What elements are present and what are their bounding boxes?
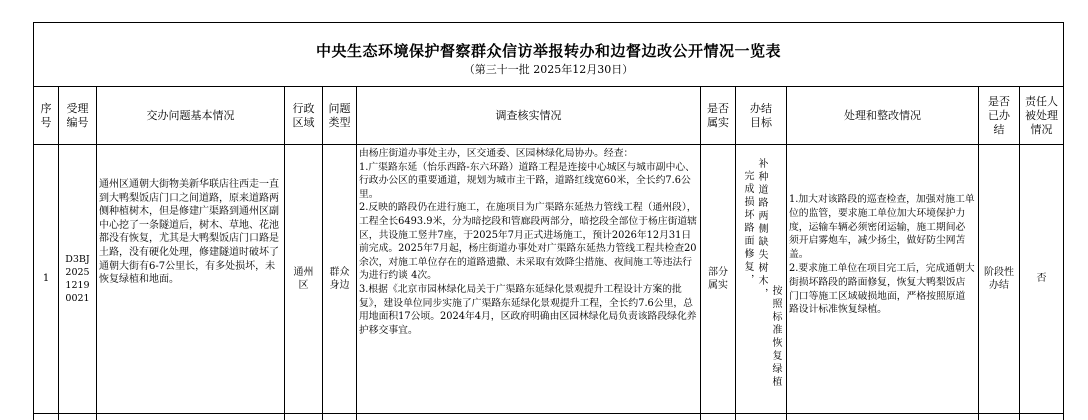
row-completed: 阶段性办结 [984,266,1014,291]
row-investigation: 由杨庄街道办事处主办，区交通委、区园林绿化局协办。经查： 1.广渠路东延（怡乐西路-东六环路）道路工程是连接中心城区与城市副中心、行政办公区的重要通道，规划为城市主干路，道路红线宽60米，全长约7.6公里。 2.反映的路段仍在进行施工，在施项目为广渠路东延热力管线工程（通州段），工程全长6493.9米，分为暗挖段和管廊段两部分，暗挖段全部位于杨庄街道辖区，共设施工竖井7座，于2025年7月正式进场施工，预计2026年12月31日前完成。2025年7月起，杨庄街道办事处对广渠路东延热力管线工程共检查20余次，对施工单位存在的道路遗撒、未采取有效降尘措施、夜间施工等违法行为进行约谈 4次。 3.根据《北京市园林绿化局关于广渠路东延绿化景观提升工程设计方案的批复》，建设单位同步实施了广渠路东延绿化景观提升工程，全长约7.6公里，总用地面积17公顷。2024年4月，区政府明确由区园林绿化局负责该路段绿化养护移交事宜。 [359,148,697,336]
row-bottom-rule [33,413,1064,414]
row-goal-col-3: 按照标准恢复绿植 [770,285,781,389]
row-type-cell [323,145,356,413]
header-investigation-label: 调查核实情况 [495,108,562,122]
header-completed [979,87,1019,144]
header-accountability-label: 责任人被处理情况 [1025,94,1058,136]
document-title: 中央生态环境保护督察群众信访举报转办和边督边改公开情况一览表 [315,42,781,60]
row-verified: 部分属实 [708,266,728,291]
header-district-label: 行政区域 [292,101,315,129]
row-goal-col-2: 补种道路两侧缺失树木， [756,158,767,301]
header-seq [34,87,58,144]
header-bottom-rule [33,144,1064,145]
header-verified-label: 是否属实 [707,101,729,129]
header-issue-label: 交办问题基本情况 [146,108,235,122]
row-verified-cell [701,145,735,413]
row-district: 通州区 [293,266,314,291]
row-goal-col-1: 完成损坏路面修复， [742,170,753,287]
row-handling: 1.加大对该路段的巡查检查，加强对施工单位的监管，要求施工单位加大环境保护力度，运输车辆必须密闭运输，施工期间必须开启雾炮车，减少扬尘，做好防尘网苫盖。 2.要求施工单位在项目完工后，完成通朝大街损坏路段的路面修复，恢复大鸭梨饭店门口等施工区域破损地面，严格按照原道路设计标准恢复绿植。 [789,194,975,316]
header-goal [736,87,786,144]
row-seq: 1 [42,273,50,285]
header-id [59,87,96,144]
header-type [323,87,356,144]
row-issue: 通州区通朝大街物美新华联店往西走一直到大鸭梨饭店门口之间道路，原来道路两侧种植树木，但是修建广渠路到通州区副中心挖了一条隧道后，树木、草地、花池都没有恢复，尤其是大鸭梨饭店门口路是土路，没有硬化处理，修建隧道时破坏了通朝大街有6-7公里长，有多处损坏，未恢复绿植和地面。 [99,179,279,286]
header-handling-label: 处理和整改情况 [844,108,921,122]
header-investigation [357,87,700,144]
table-right-border [1063,22,1064,420]
header-issue [97,87,284,144]
row-accountability: 否 [1036,273,1047,285]
table-top-border [33,22,1064,23]
header-seq-label: 序号 [40,101,52,129]
header-accountability [1020,87,1063,144]
header-completed-label: 是否已办结 [988,94,1010,136]
row-completed-cell [979,145,1019,413]
row-type: 群众身边 [329,266,350,291]
row-district-cell [285,145,322,413]
header-id-label: 受理编号 [66,101,89,129]
header-district [285,87,322,144]
header-verified [701,87,735,144]
header-handling [787,87,978,144]
row-id: D3BJ202512190021 [65,254,90,304]
row-id-cell [59,145,96,413]
header-type-label: 问题类型 [328,101,351,129]
document-subtitle: （第三十一批 2025年12月30日） [463,63,634,76]
header-goal-label: 办结目标 [750,101,772,129]
